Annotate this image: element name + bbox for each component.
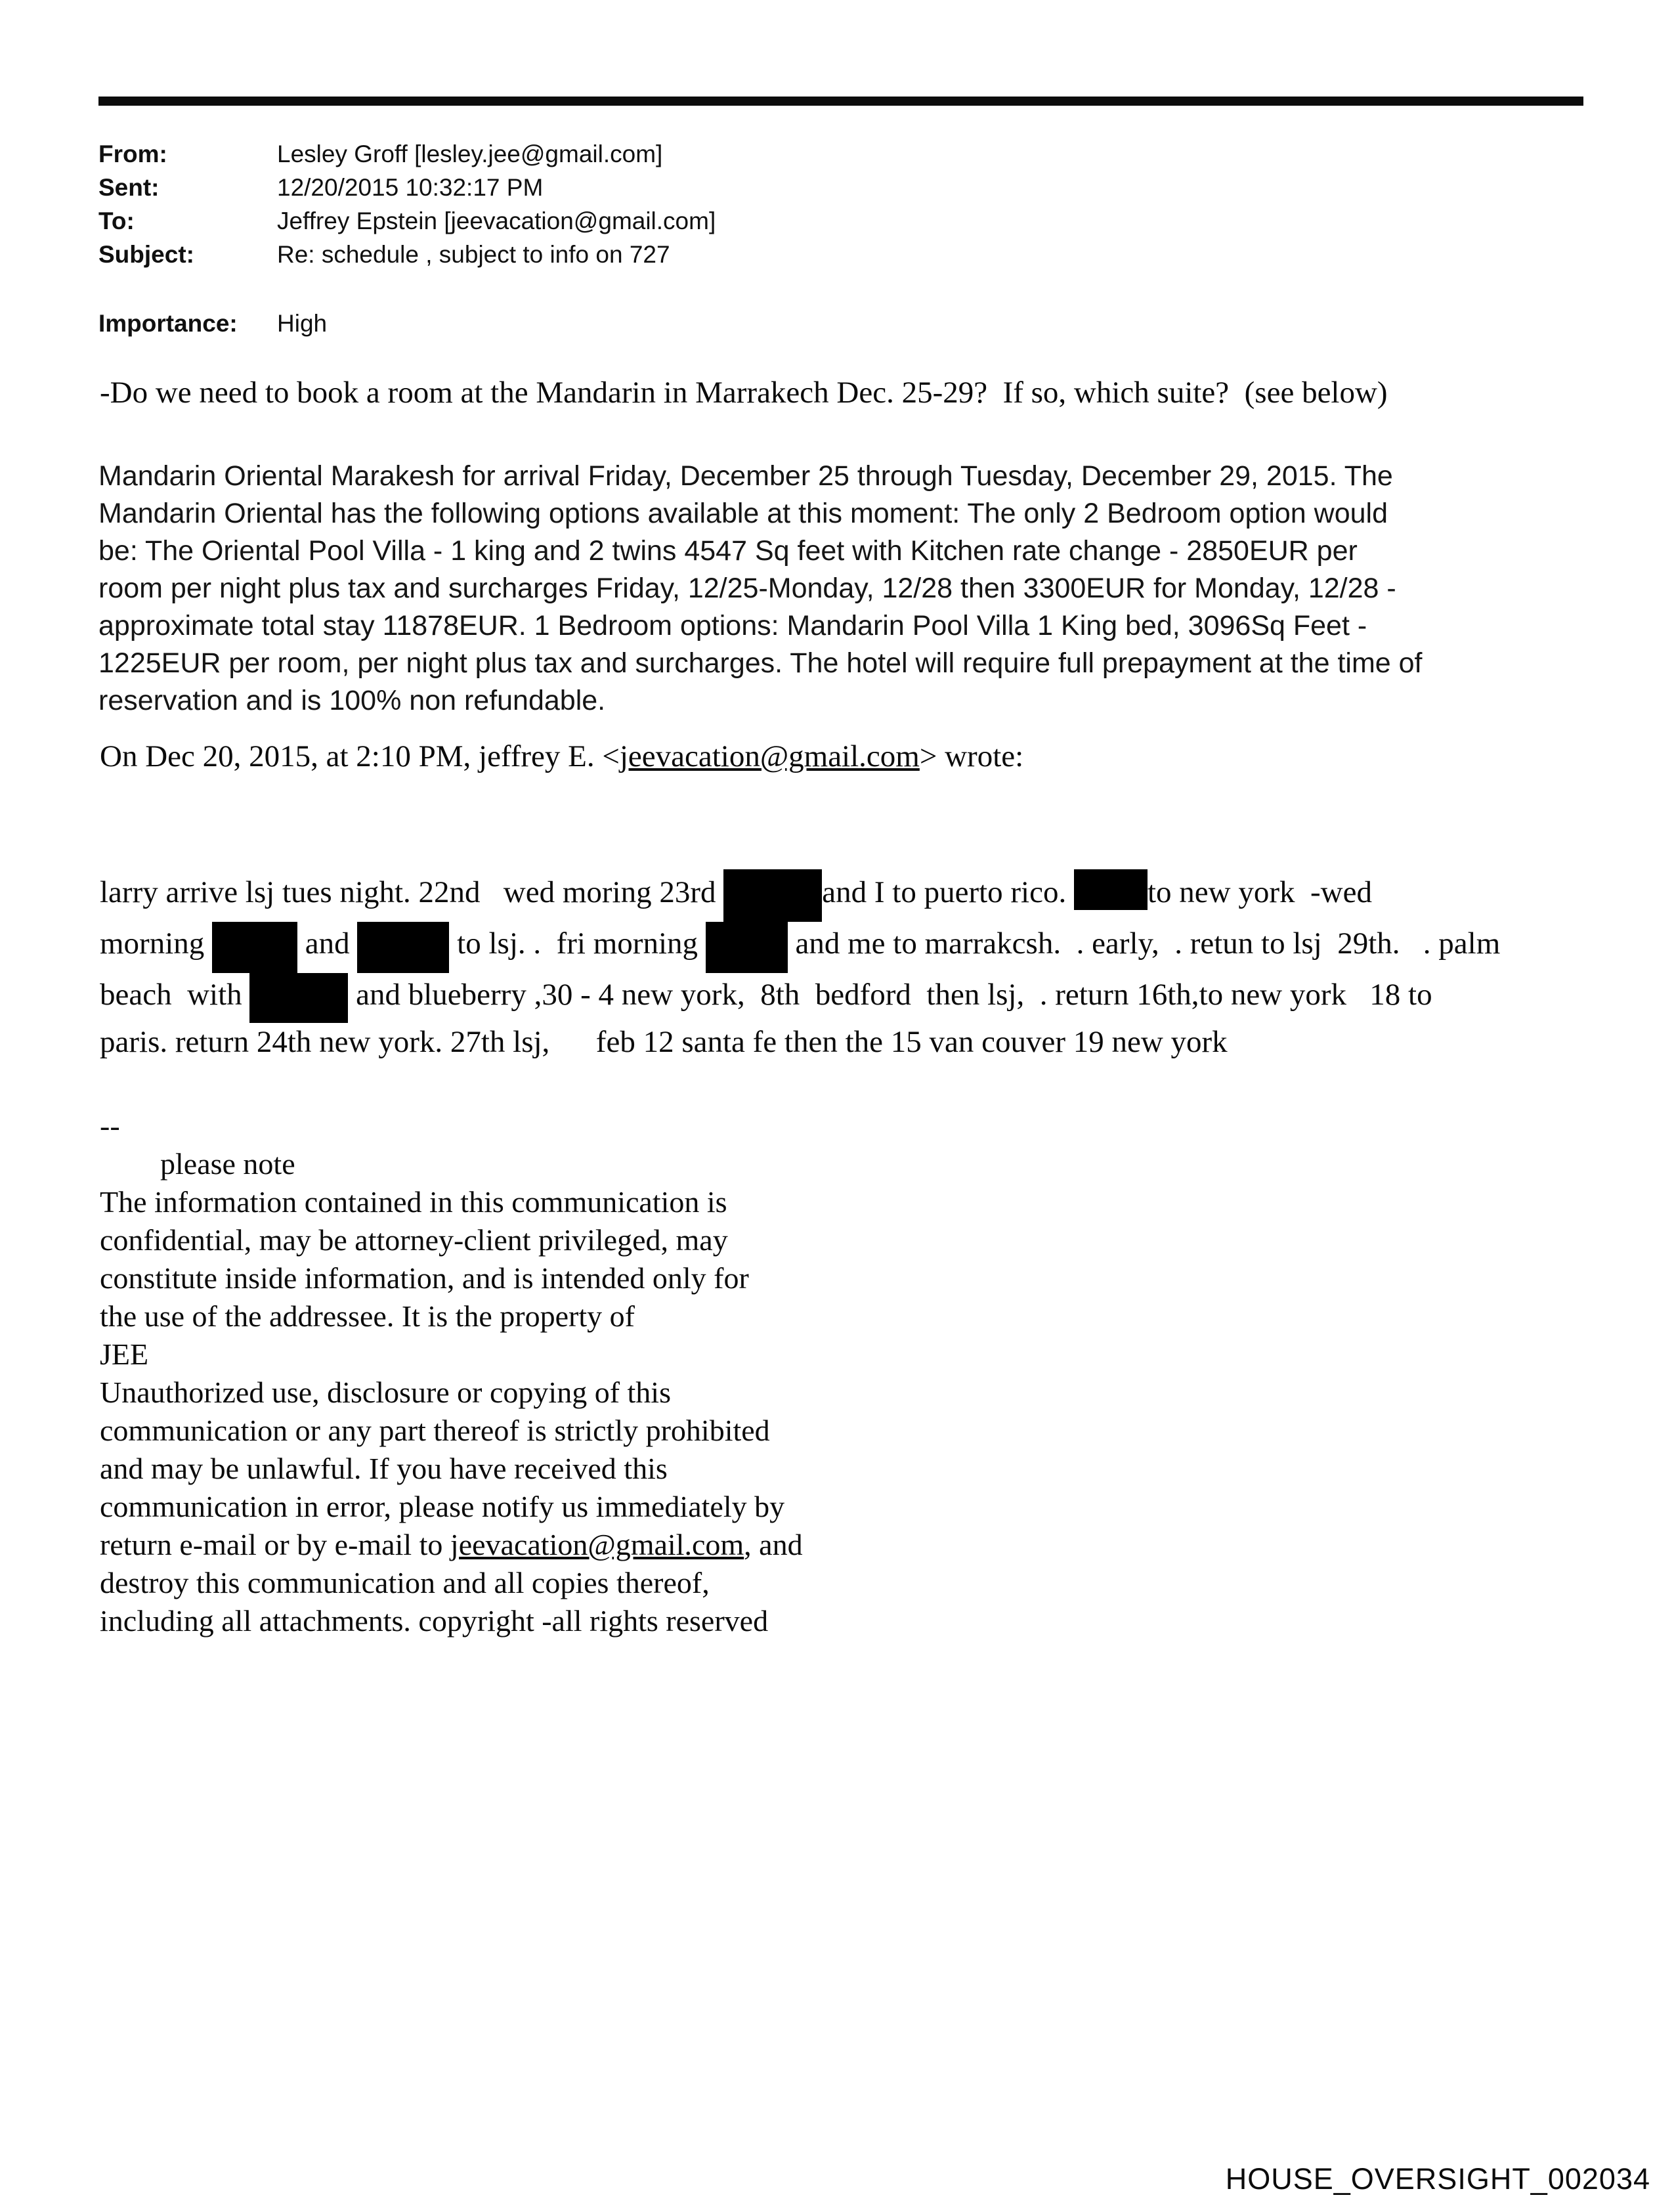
text-segment: , and [744,1528,803,1561]
text-segment: JEE [100,1337,149,1371]
to-label: To: [98,207,135,234]
text-line [100,1023,1500,1061]
text-segment: including all attachments. copyright -all rights reserved [100,1604,769,1637]
text-segment: to new york -wed [1147,875,1372,909]
text-line [100,1297,803,1335]
text-segment: approximate total stay 11878EUR. 1 Bedroom options: Mandarin Pool Villa 1 King bed, 3096Sq Feet - [98,610,1367,641]
text-line [100,1259,803,1297]
text-segment: Mandarin Oriental Marakesh for arrival Friday, December 25 through Tuesday, December 29, 2015. The [98,460,1393,492]
text-line [100,1107,803,1145]
sent-label: Sent: [98,174,160,201]
subject-value: Re: schedule , subject to info on 727 [277,241,670,268]
header-row-importance [98,307,327,340]
text-line [100,1374,803,1412]
text-segment: morning [100,926,213,961]
text-segment: The information contained in this communication is [100,1185,727,1219]
text-line [98,495,1423,532]
from-value: Lesley Groff [lesley.jee@gmail.com] [277,141,663,167]
text-segment: confidential, may be attorney-client privileged, may [100,1223,728,1257]
text-line [100,869,1500,922]
redaction-box [249,973,348,1023]
text-segment: communication in error, please notify us immediately by [100,1490,785,1523]
email-header [98,137,716,271]
separator-bar [98,97,1583,106]
text-line [98,458,1423,495]
text-line [100,1335,803,1374]
redaction-box [212,922,297,973]
header-row-to [98,204,716,238]
confidentiality-notice [100,1107,803,1640]
text-segment: -- [100,1109,120,1142]
text-segment: beach with [100,978,250,1012]
redaction-box [706,922,788,973]
text-line [100,922,1500,973]
text-segment: the use of the addressee. It is the property of [100,1299,635,1333]
importance-label: Importance: [98,310,238,337]
bates-number: HOUSE_OVERSIGHT_002034 [1225,2162,1650,2196]
sent-value: 12/20/2015 10:32:17 PM [277,174,544,201]
text-line [100,1412,803,1450]
text-line [100,1526,803,1564]
text-line [98,570,1423,607]
email-link[interactable]: jeevacation@gmail.com [450,1528,744,1561]
schedule-paragraph [100,869,1500,1061]
text-segment: be: The Oriental Pool Villa - 1 king and 2 twins 4547 Sq feet with Kitchen rate change - 2850EUR per [98,535,1358,567]
importance-value: High [277,310,328,337]
redaction-box [723,869,822,922]
text-segment: and me to marrakcsh. . early, . retun to lsj 29th. . palm [787,926,1501,961]
text-line [100,1145,803,1183]
text-segment: room per night plus tax and surcharges Friday, 12/25-Monday, 12/28 then 3300EUR for Monday, 12/28 - [98,573,1396,604]
text-segment: Mandarin Oriental has the following options available at this moment: The only 2 Bedroom option would [98,498,1388,529]
text-segment: and may be unlawful. If you have received this [100,1452,668,1485]
text-segment: On Dec 20, 2015, at 2:10 PM, jeffrey E. < [100,739,620,773]
hotel-options-paragraph [98,458,1423,720]
header-row-subject [98,238,716,271]
text-line [100,1183,803,1221]
redaction-box [357,922,449,973]
text-line [98,682,1423,720]
text-segment: larry arrive lsj tues night. 22nd wed moring 23rd [100,875,724,909]
text-segment: 1225EUR per room, per night plus tax and surcharges. The hotel will require full prepayment at the time of [98,647,1423,679]
from-label: From: [98,141,167,167]
quoted-message-intro [100,737,1023,775]
text-line [100,1450,803,1488]
text-line [100,1564,803,1602]
text-segment: constitute inside information, and is intended only for [100,1261,749,1295]
question-line: -Do we need to book a room at the Mandarin in Marrakech Dec. 25-29? If so, which suite? (see below) [100,376,1388,410]
text-line [100,737,1023,775]
text-line [98,607,1423,645]
text-segment: and [297,926,358,961]
text-line [100,1221,803,1259]
text-line [100,973,1500,1023]
text-segment: Unauthorized use, disclosure or copying of this [100,1376,671,1409]
redaction-box [1074,869,1148,910]
text-segment: and blueberry ,30 - 4 new york, 8th bedford then lsj, . return 16th,to new york 18 to [348,978,1432,1012]
text-segment: return e-mail or by e-mail to [100,1528,450,1561]
to-value: Jeffrey Epstein [jeevacation@gmail.com] [277,207,716,234]
email-link[interactable]: jeevacation@gmail.com [619,739,920,773]
text-line [98,645,1423,682]
text-segment: reservation and is 100% non refundable. [98,685,606,716]
text-line [98,532,1423,570]
text-segment: > wrote: [919,739,1024,773]
text-segment: please note [100,1147,295,1181]
header-row-sent [98,171,716,204]
text-segment: and I to puerto rico. [822,875,1074,909]
subject-label: Subject: [98,241,194,268]
text-segment: destroy this communication and all copies thereof, [100,1566,710,1599]
text-line [100,1488,803,1526]
header-row-from [98,137,716,171]
text-segment: to lsj. . fri morning [449,926,706,961]
text-line [100,1602,803,1640]
text-segment: communication or any part thereof is strictly prohibited [100,1414,770,1447]
text-segment: paris. return 24th new york. 27th lsj, feb 12 santa fe then the 15 van couver 19 new york [100,1025,1228,1059]
